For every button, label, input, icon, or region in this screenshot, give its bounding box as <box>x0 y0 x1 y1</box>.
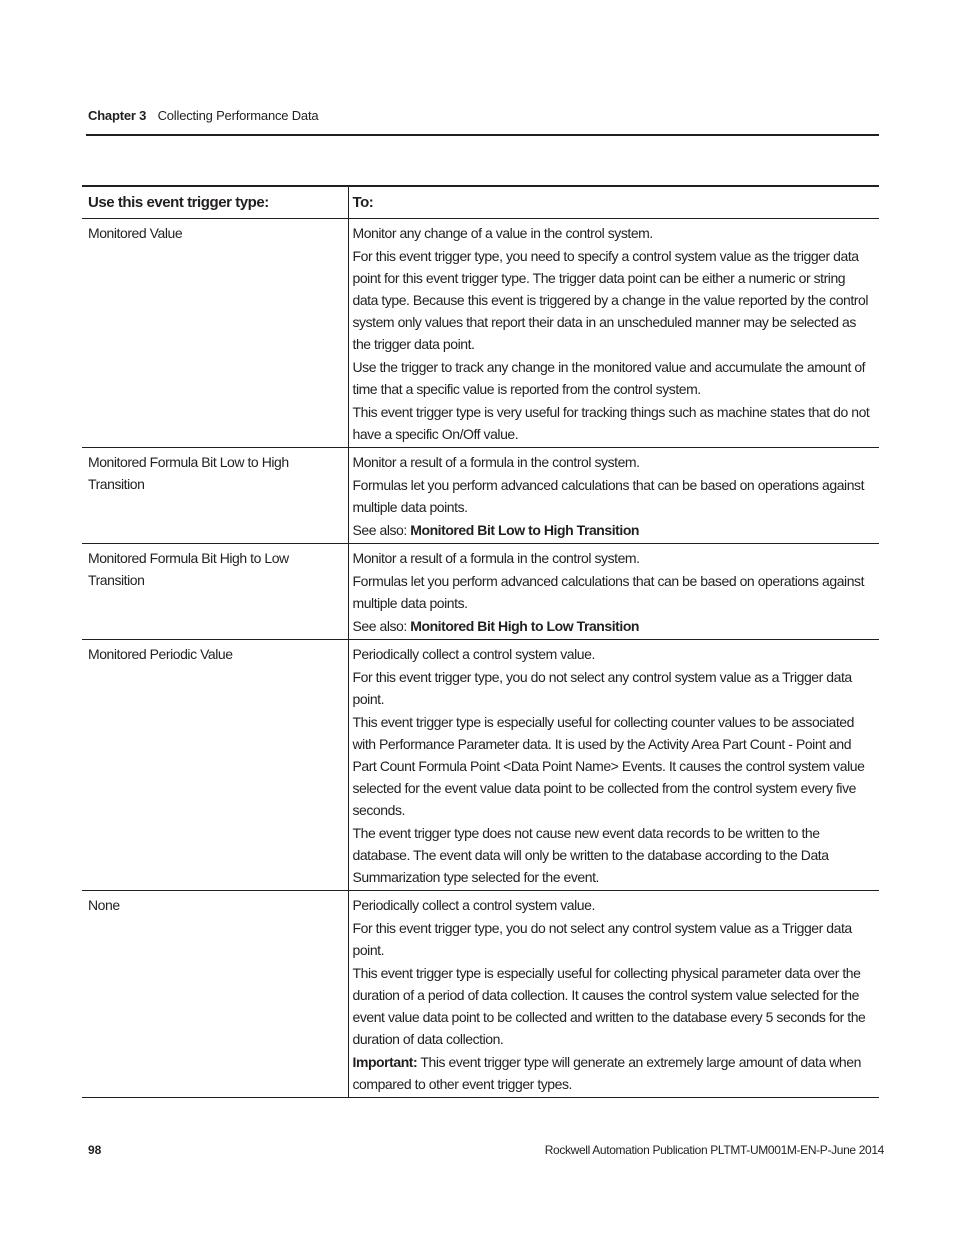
description-paragraph: For this event trigger type, you do not select any control system value as a Trigger data point. <box>352 669 852 707</box>
description-paragraph: This event trigger type is especially useful for collecting counter values to be associated with Performance Parameter data. It is used by the Activity Area Part Count - Point and Part Count Formula Point <Data Point Name> Events. It causes the control system value selected for the event value data point to be collected from the control system every five seconds. <box>352 714 865 818</box>
see-also-link[interactable]: Monitored Bit Low to High Transition <box>410 522 640 538</box>
publication-id: Rockwell Automation Publication PLTMT-UM001M-EN-P-June 2014 <box>544 1143 884 1157</box>
trigger-type-column-header: Use this event trigger type: <box>82 186 348 219</box>
description-paragraph: Use the trigger to track any change in the monitored value and accumulate the amount of time that a specific value is reported from the control system. <box>352 359 866 397</box>
header-rule <box>86 134 879 136</box>
table-row <box>82 219 879 448</box>
description-paragraph: This event trigger type is especially useful for collecting physical parameter data over the duration of a period of data collection. It causes the control system value selected for the event value data point to be collected and written to the database every 5 seconds for the duration of data collection. <box>352 965 866 1047</box>
important-text: This event trigger type will generate an extremely large amount of data when compared to other event trigger types. <box>352 1054 861 1092</box>
description-paragraph: This event trigger type is very useful for tracking things such as machine states that do not have a specific On/Off value. <box>352 404 870 442</box>
description-cell <box>348 219 879 448</box>
chapter-label: Chapter 3 <box>88 108 147 123</box>
trigger-type-cell: Monitored Value <box>82 219 348 448</box>
table-row <box>82 544 879 640</box>
event-trigger-table <box>82 185 879 1098</box>
description-paragraph: The event trigger type does not cause new event data records to be written to the database. The event data will only be written to the database according to the Data Summarization type selected for the event. <box>352 825 829 885</box>
page-number: 98 <box>88 1143 102 1157</box>
description-cell <box>348 544 879 640</box>
description-cell <box>348 640 879 891</box>
description-paragraph: Monitor a result of a formula in the control system. <box>352 550 640 566</box>
description-paragraph: Monitor a result of a formula in the control system. <box>352 454 640 470</box>
table-row <box>82 640 879 891</box>
to-column-header: To: <box>348 186 879 219</box>
trigger-type-cell: Monitored Periodic Value <box>82 640 348 891</box>
important-label: Important: <box>352 1054 418 1070</box>
description-paragraph: Formulas let you perform advanced calculations that can be based on operations against multiple data points. <box>352 573 865 611</box>
table-row <box>82 448 879 544</box>
description-paragraph: Monitor any change of a value in the control system. <box>352 225 653 241</box>
table-row <box>82 891 879 1098</box>
description-cell <box>348 891 879 1098</box>
see-also-line <box>353 519 875 541</box>
see-also-line <box>353 615 875 637</box>
description-paragraph: Formulas let you perform advanced calculations that can be based on operations against multiple data points. <box>352 477 865 515</box>
see-also-label: See also: <box>352 522 411 538</box>
important-note <box>353 1051 875 1095</box>
trigger-type-cell: Monitored Formula Bit High to Low Transition <box>82 544 348 640</box>
trigger-type-cell: Monitored Formula Bit Low to High Transition <box>82 448 348 544</box>
section-title: Collecting Performance Data <box>157 108 319 123</box>
description-paragraph: Periodically collect a control system value. <box>352 646 595 662</box>
see-also-label: See also: <box>352 618 411 634</box>
table-header-row <box>82 186 879 219</box>
description-paragraph: Periodically collect a control system value. <box>352 897 595 913</box>
see-also-link[interactable]: Monitored Bit High to Low Transition <box>410 618 640 634</box>
description-paragraph: For this event trigger type, you do not select any control system value as a Trigger data point. <box>352 920 852 958</box>
running-header <box>88 108 318 123</box>
description-cell <box>348 448 879 544</box>
trigger-type-cell: None <box>82 891 348 1098</box>
description-paragraph: For this event trigger type, you need to specify a control system value as the trigger data point for this event trigger type. The trigger data point can be either a numeric or string data type. Because this event is triggered by a change in the value reported by the control system only values that report their data in an unscheduled manner may be selected as the trigger data point. <box>352 248 869 352</box>
